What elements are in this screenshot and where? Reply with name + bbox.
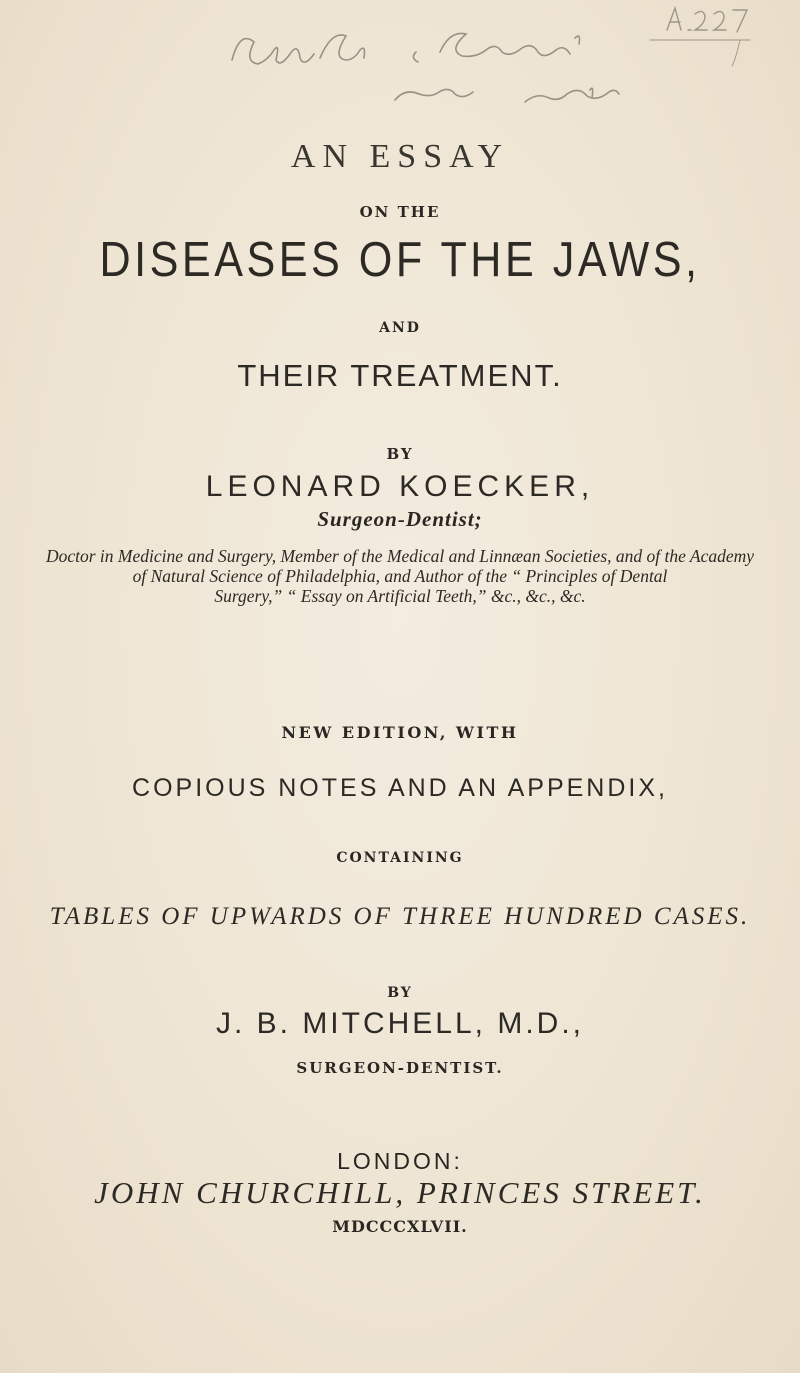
author-credentials	[40, 546, 760, 606]
inscription-scribble	[0, 0, 800, 120]
publication-place: LONDON:	[337, 1148, 463, 1174]
copious-notes-line: COPIOUS NOTES AND AN APPENDIX,	[132, 774, 668, 802]
by-editor-label: BY	[387, 985, 413, 1001]
by-author-label: BY	[386, 445, 414, 463]
credentials-line-1: Doctor in Medicine and Surgery, Member of the Medical and Linnæan Societies, and of the Academy	[45, 546, 755, 566]
handwritten-inscription	[0, 0, 800, 120]
heading-on-the: ON THE	[359, 203, 441, 221]
tables-line: TABLES OF UPWARDS OF THREE HUNDRED CASES.	[49, 903, 751, 930]
author-name: LEONARD KOECKER,	[205, 470, 595, 503]
credentials-line-2: of Natural Science of Philadelphia, and Author of the “ Principles of Dental	[132, 566, 668, 586]
subtitle: THEIR TREATMENT.	[237, 358, 563, 393]
containing-label: CONTAINING	[336, 850, 464, 866]
editor-title: SURGEON-DENTIST.	[296, 1059, 504, 1077]
new-edition-label: NEW EDITION, WITH	[281, 723, 519, 742]
publisher: JOHN CHURCHILL, PRINCES STREET.	[94, 1175, 706, 1210]
author-profession: Surgeon-Dentist;	[317, 507, 483, 531]
publication-date: MDCCCXLVII.	[332, 1217, 468, 1236]
editor-name: J. B. MITCHELL, M.D.,	[215, 1007, 585, 1040]
main-title: DISEASES OF THE JAWS,	[99, 233, 701, 287]
credentials-line-3: Surgery,” “ Essay on Artificial Teeth,” &c., &c., &c.	[214, 586, 586, 606]
heading-and: AND	[379, 320, 421, 336]
heading-an-essay: AN ESSAY	[290, 138, 510, 175]
